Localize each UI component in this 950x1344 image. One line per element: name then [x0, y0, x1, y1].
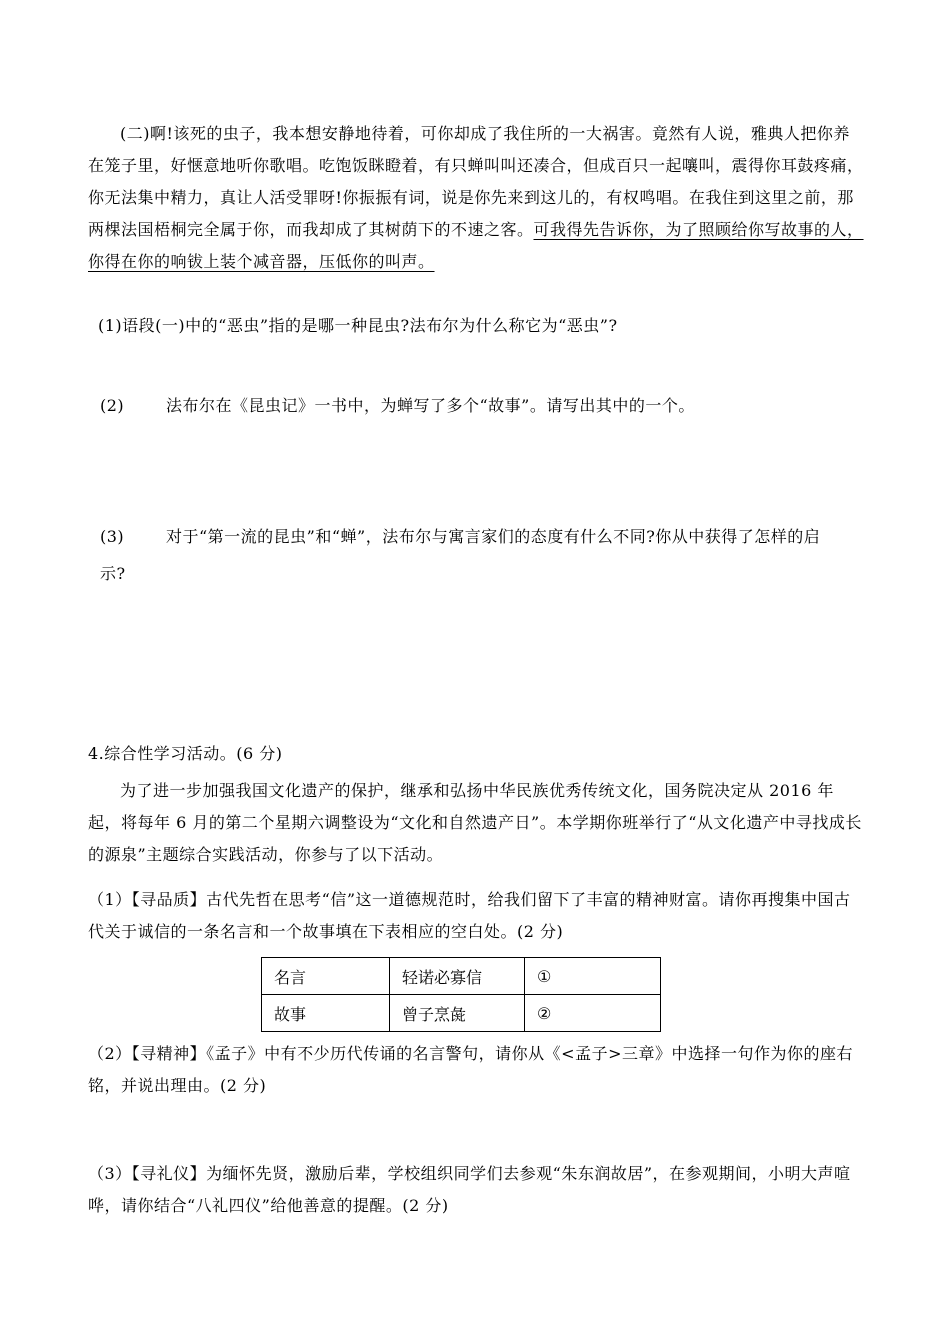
table-row — [262, 958, 661, 995]
question-3-2-text: 法布尔在《昆虫记》一书中，为蝉写了多个“故事”。请写出其中的一个。 — [166, 396, 695, 415]
table-cell-example: 轻诺必寡信 — [390, 958, 525, 995]
question-3-1: (1)语段(一)中的“恶虫”指的是哪一种昆虫?法布尔为什么称它为“恶虫”? — [98, 316, 618, 335]
question-3-2 — [100, 390, 878, 422]
passage-two-underlined-text: 可我得先告诉你，为了照顾给你写故事的人，你得在你的响钹上装个减音器，压低你的叫声。 — [88, 220, 864, 271]
question-3-3-text-line1: 对于“第一流的昆虫”和“蝉”，法布尔与寓言家们的态度有什么不同?你从中获得了怎样的启 — [166, 527, 821, 546]
section-4-question-1: （1）【寻品质】古代先哲在思考“信”这一道德规范时，给我们留下了丰富的精神财富。请你再搜集中国古代关于诚信的一条名言和一个故事填在下表相应的空白处。(2 分) — [88, 890, 851, 941]
section-4-heading: 4.综合性学习活动。(6 分) — [88, 744, 283, 763]
passage-two — [88, 118, 866, 278]
table-cell-blank: ① — [525, 958, 661, 995]
question-3-3 — [100, 521, 878, 553]
table-cell-example: 曾子烹彘 — [390, 995, 525, 1032]
integrity-table — [261, 957, 661, 1032]
question-3-3-number: (3) — [100, 527, 125, 546]
question-3-3-continuation: 示? — [100, 564, 126, 583]
passage-two-text: (二)啊!该死的虫子，我本想安静地待着，可你却成了我住所的一大祸害。竟然有人说，雅典人把你养在笼子里，好惬意地听你歌唱。吃饱饭眯瞪着，有只蝉叫叫还凑合，但成百只一起嚷叫，震得你耳鼓疼痛，你无法集中精力，真让人活受罪呀!你振振有词，说是你先来到这儿的，有权鸣唱。在我住到这里之前，那两棵法国梧桐完全属于你，而我却成了其树荫下的不速之客。 — [88, 124, 864, 239]
table-row — [262, 995, 661, 1032]
section-4-intro: 为了进一步加强我国文化遗产的保护，继承和弘扬中华民族优秀传统文化，国务院决定从 2016 年起，将每年 6 月的第二个星期六调整设为“文化和自然遗产日”。本学期你班举行了“从文化遗产中寻找成长的源泉”主题综合实践活动，你参与了以下活动。 — [88, 781, 862, 864]
question-3-2-number: (2) — [100, 396, 125, 415]
table-cell-label: 故事 — [262, 995, 390, 1032]
table-cell-blank: ② — [525, 995, 661, 1032]
section-4-question-2: （2）【寻精神】《孟子》中有不少历代传诵的名言警句，请你从《<孟子>三章》中选择一句作为你的座右铭，并说出理由。(2 分) — [88, 1044, 853, 1095]
section-4-question-3: （3）【寻礼仪】为缅怀先贤，激励后辈，学校组织同学们去参观“朱东润故居”，在参观期间，小明大声喧哗，请你结合“八礼四仪”给他善意的提醒。(2 分) — [88, 1164, 851, 1215]
table-cell-label: 名言 — [262, 958, 390, 995]
